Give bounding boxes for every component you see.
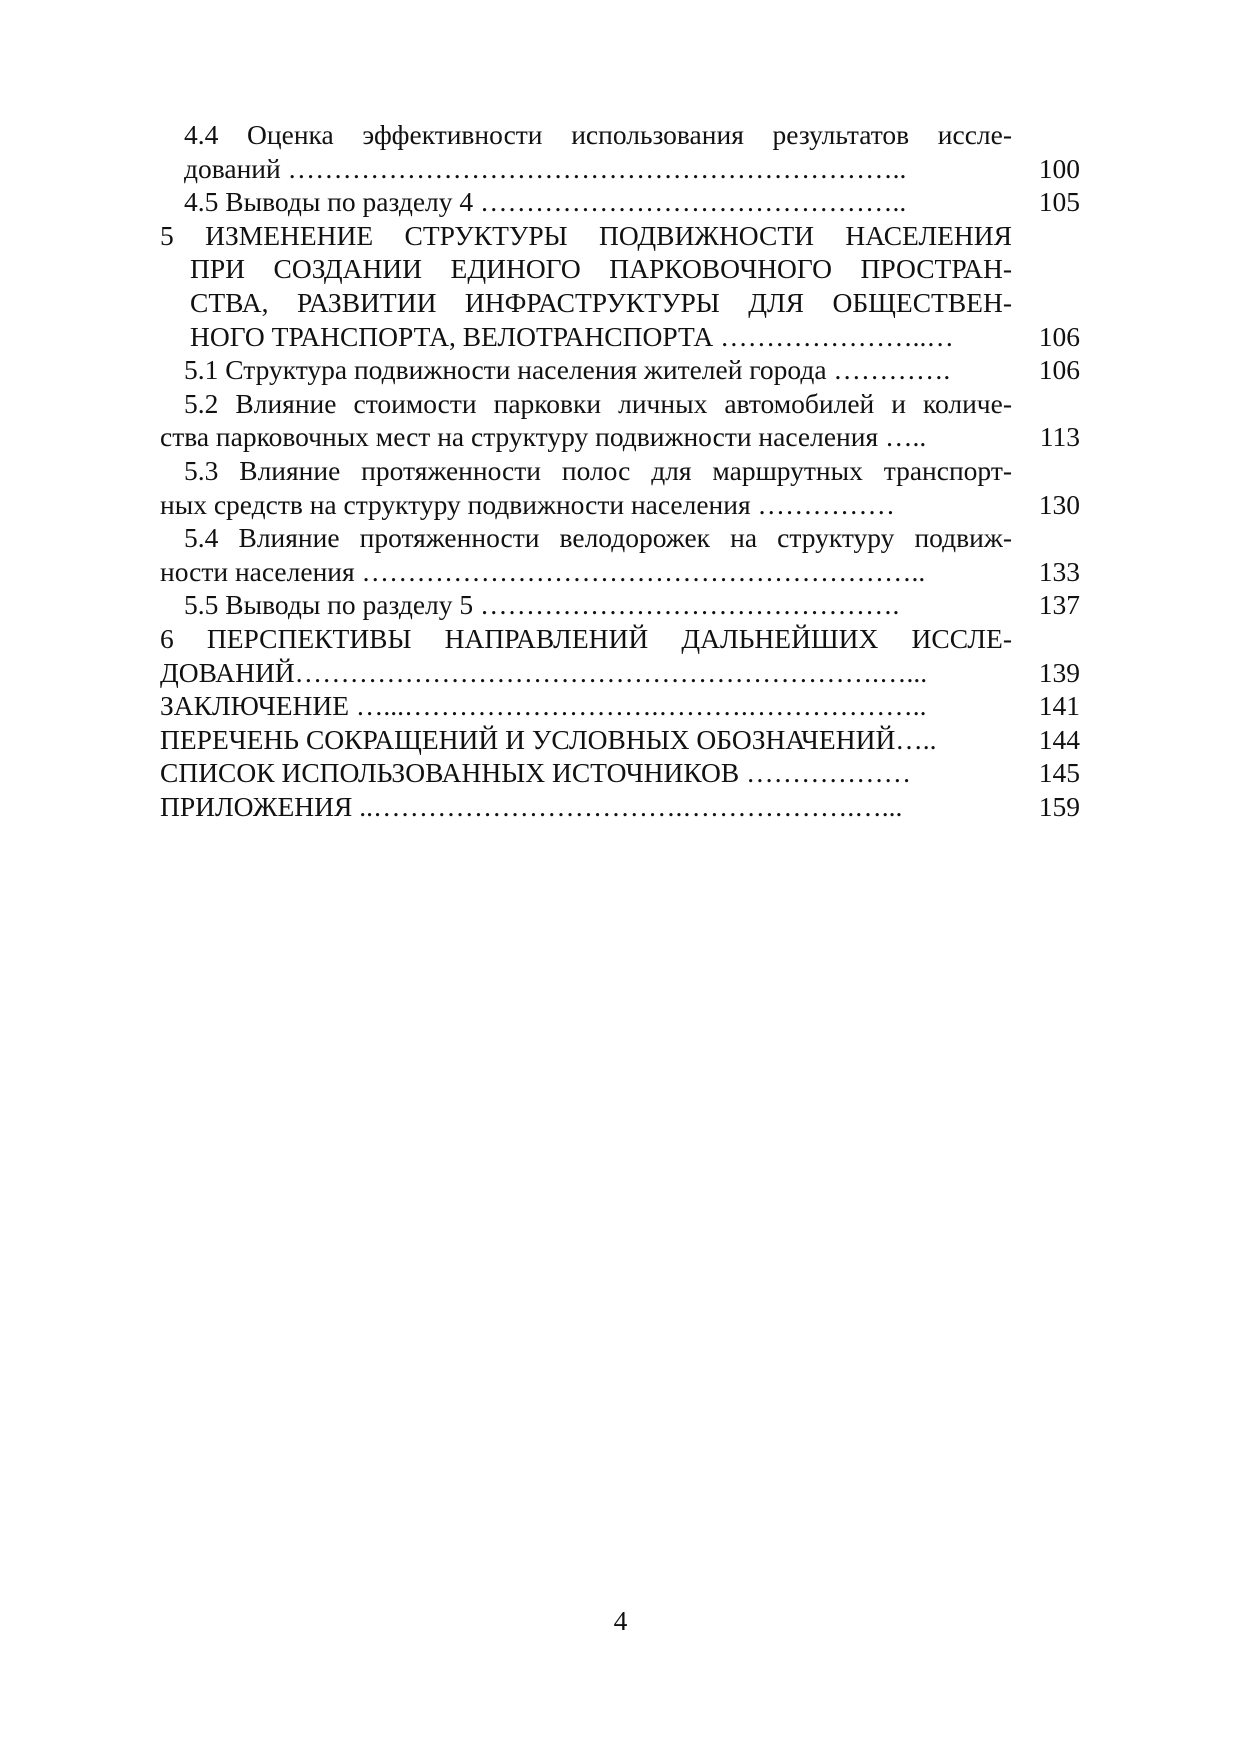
toc-entry-text: ПЕРЕЧЕНЬ СОКРАЩЕНИЙ И УСЛОВНЫХ ОБОЗНАЧЕНИЙ….. xyxy=(160,723,937,755)
toc-entry-6[interactable] xyxy=(160,622,1090,689)
toc-page-number: 145 xyxy=(1038,757,1080,789)
toc-entry-text: 5.4 Влияние протяженности велодорожек на структуру подвиж- xyxy=(184,522,1012,554)
toc-entry-5-5[interactable] xyxy=(160,588,1090,622)
toc-entry-conclusion[interactable] xyxy=(160,689,1090,723)
toc-entry-text: СТВА, РАЗВИТИИ ИНФРАСТРУКТУРЫ ДЛЯ ОБЩЕСТВЕН- xyxy=(190,286,1012,318)
toc-page-number: 144 xyxy=(1038,723,1080,755)
toc-entry-text: ных средств на структуру подвижности населения …………… xyxy=(160,488,895,520)
toc-entry-5-4[interactable] xyxy=(160,521,1090,588)
toc-entry-text: 5.3 Влияние протяженности полос для маршрутных транспорт- xyxy=(184,454,1012,486)
toc-entry-text: ности населения …………………………………………………….. xyxy=(160,555,926,587)
toc-entry-4-5[interactable] xyxy=(160,185,1090,219)
toc-entry-text: 6 ПЕРСПЕКТИВЫ НАПРАВЛЕНИЙ ДАЛЬНЕЙШИХ ИССЛЕ- xyxy=(160,622,1012,654)
toc-entry-text: 4.5 Выводы по разделу 4 ……………………………………….. xyxy=(184,186,907,218)
toc-entry-text: ЗАКЛЮЧЕНИЕ …...……………………….……….……………….. xyxy=(160,690,927,722)
toc-page-number: 130 xyxy=(1038,488,1080,520)
toc-entry-5-2[interactable] xyxy=(160,387,1090,454)
page-number: 4 xyxy=(613,1605,628,1636)
table-of-contents xyxy=(160,118,1090,823)
toc-entry-text: НОГО ТРАНСПОРТА, ВЕЛОТРАНСПОРТА …………………..… xyxy=(190,320,954,352)
toc-page-number: 137 xyxy=(1038,589,1080,621)
toc-entry-text: ства парковочных мест на структуру подвижности населения ….. xyxy=(160,421,927,453)
toc-page-number: 133 xyxy=(1038,555,1080,587)
toc-page-number: 113 xyxy=(1039,421,1080,453)
toc-page-number: 141 xyxy=(1038,690,1080,722)
toc-entry-references[interactable] xyxy=(160,756,1090,790)
toc-page-number: 106 xyxy=(1038,320,1080,352)
toc-page-number: 139 xyxy=(1038,656,1080,688)
toc-entry-5[interactable] xyxy=(160,219,1090,353)
toc-entry-text: 4.4 Оценка эффективности использования результатов иссле- xyxy=(184,119,1012,150)
toc-entry-text: 5.2 Влияние стоимости парковки личных автомобилей и количе- xyxy=(184,387,1012,419)
toc-entry-text: ПРИЛОЖЕНИЯ ..…………………………….……………….…... xyxy=(160,790,903,822)
toc-entry-text: ПРИ СОЗДАНИИ ЕДИНОГО ПАРКОВОЧНОГО ПРОСТРАН- xyxy=(190,253,1012,285)
toc-entry-4-4[interactable] xyxy=(160,118,1090,185)
toc-entry-abbreviations[interactable] xyxy=(160,723,1090,757)
toc-entry-text: СПИСОК ИСПОЛЬЗОВАННЫХ ИСТОЧНИКОВ ……………… xyxy=(160,757,912,789)
toc-page-number: 105 xyxy=(1038,186,1080,218)
toc-entry-5-3[interactable] xyxy=(160,454,1090,521)
toc-entry-appendices[interactable] xyxy=(160,790,1090,824)
toc-entry-text: 5.1 Структура подвижности населения жителей города …………. xyxy=(184,354,951,386)
toc-entry-text: ДОВАНИЙ……………………………………………………….…... xyxy=(160,656,928,688)
toc-page-number: 100 xyxy=(1038,152,1080,184)
toc-entry-text: 5 ИЗМЕНЕНИЕ СТРУКТУРЫ ПОДВИЖНОСТИ НАСЕЛЕНИЯ xyxy=(160,219,1012,251)
toc-page-number: 106 xyxy=(1038,354,1080,386)
toc-entry-text: дований ………………………………………………………….. xyxy=(184,152,907,184)
toc-page-number: 159 xyxy=(1038,790,1080,822)
toc-entry-5-1[interactable] xyxy=(160,353,1090,387)
toc-entry-text: 5.5 Выводы по разделу 5 ………………………………………. xyxy=(184,589,900,621)
